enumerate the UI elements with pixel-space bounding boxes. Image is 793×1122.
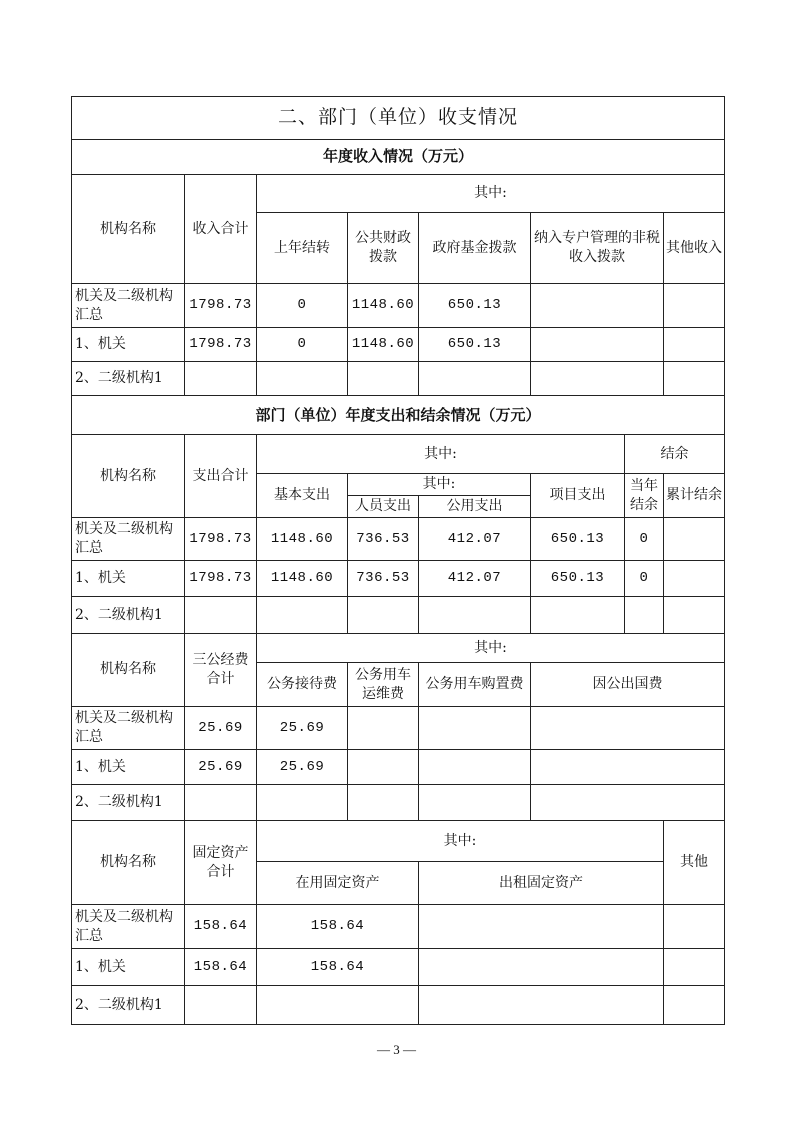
row-cell: 1148.60 <box>257 518 348 561</box>
three-public-of-which-header: 其中: <box>257 633 725 662</box>
row-cell <box>531 362 664 395</box>
table-row <box>72 560 725 596</box>
row-total: 1798.73 <box>185 284 257 328</box>
assets-col-total-header: 固定资产合计 <box>185 821 257 905</box>
assets-of-which-header: 其中: <box>257 821 664 862</box>
table-row <box>72 905 725 949</box>
expense-col-name-header: 机构名称 <box>72 435 185 518</box>
public-use-expense-header: 公用支出 <box>419 496 531 518</box>
row-cell: 650.13 <box>419 327 531 361</box>
row-total: 25.69 <box>185 750 257 784</box>
row-name: 2、二级机构1 <box>72 986 185 1025</box>
row-cell: 1148.60 <box>257 560 348 596</box>
surplus-year-header: 当年结余 <box>625 473 664 518</box>
row-cell: 158.64 <box>257 905 419 949</box>
row-cell <box>348 362 419 395</box>
income-col-header: 其他收入 <box>664 213 725 284</box>
basic-of-which-header: 其中: <box>348 473 531 495</box>
row-cell <box>419 362 531 395</box>
assets-col-name-header: 机构名称 <box>72 821 185 905</box>
row-cell <box>664 560 725 596</box>
row-cell <box>664 905 725 949</box>
row-cell <box>348 597 419 633</box>
row-cell <box>419 948 664 985</box>
row-cell: 736.53 <box>348 518 419 561</box>
row-cell: 25.69 <box>257 750 348 784</box>
basic-expense-header: 基本支出 <box>257 473 348 518</box>
table-row <box>72 784 725 820</box>
row-name: 1、机关 <box>72 948 185 985</box>
row-cell: 650.13 <box>531 518 625 561</box>
assets-other-header: 其他 <box>664 821 725 905</box>
row-name: 1、机关 <box>72 750 185 784</box>
row-total: 158.64 <box>185 905 257 949</box>
row-cell <box>664 518 725 561</box>
row-total <box>185 784 257 820</box>
income-col-header: 纳入专户管理的非税收入拨款 <box>531 213 664 284</box>
three-public-col-header: 公务接待费 <box>257 663 348 707</box>
three-public-col-header: 公务用车运维费 <box>348 663 419 707</box>
row-name: 2、二级机构1 <box>72 597 185 633</box>
row-cell <box>531 784 725 820</box>
row-cell <box>419 784 531 820</box>
table-row <box>72 284 725 328</box>
table-row <box>72 362 725 395</box>
row-cell <box>664 284 725 328</box>
row-cell <box>257 362 348 395</box>
row-cell <box>348 750 419 784</box>
row-cell <box>419 597 531 633</box>
row-name: 机关及二级机构汇总 <box>72 518 185 561</box>
row-cell <box>531 284 664 328</box>
row-name: 1、机关 <box>72 560 185 596</box>
row-total: 1798.73 <box>185 518 257 561</box>
row-cell: 1148.60 <box>348 327 419 361</box>
page-number: — 3 — <box>377 1042 416 1057</box>
row-name: 机关及二级机构汇总 <box>72 284 185 328</box>
row-cell <box>419 706 531 750</box>
row-cell: 412.07 <box>419 518 531 561</box>
table-row <box>72 597 725 633</box>
three-public-col-header: 因公出国费 <box>531 663 725 707</box>
row-name: 2、二级机构1 <box>72 784 185 820</box>
row-cell <box>348 706 419 750</box>
row-name: 2、二级机构1 <box>72 362 185 395</box>
department-budget-table <box>71 96 725 1025</box>
row-cell <box>664 327 725 361</box>
income-of-which-header: 其中: <box>257 175 725 213</box>
row-total: 158.64 <box>185 948 257 985</box>
table-row <box>72 706 725 750</box>
row-total: 1798.73 <box>185 327 257 361</box>
row-cell <box>664 597 725 633</box>
row-cell <box>664 948 725 985</box>
row-cell <box>257 597 348 633</box>
expense-section-heading: 部门（单位）年度支出和结余情况（万元） <box>72 395 725 435</box>
row-name: 机关及二级机构汇总 <box>72 706 185 750</box>
three-public-col-name-header: 机构名称 <box>72 633 185 706</box>
row-cell <box>348 784 419 820</box>
row-cell <box>664 362 725 395</box>
table-row <box>72 750 725 784</box>
row-cell <box>625 597 664 633</box>
table-row <box>72 948 725 985</box>
page-title: 二、部门（单位）收支情况 <box>72 97 725 140</box>
row-cell: 1148.60 <box>348 284 419 328</box>
row-cell <box>531 706 725 750</box>
income-col-name-header: 机构名称 <box>72 175 185 284</box>
row-name: 机关及二级机构汇总 <box>72 905 185 949</box>
surplus-header: 结余 <box>625 435 725 473</box>
row-cell <box>419 750 531 784</box>
row-cell <box>531 327 664 361</box>
row-cell: 650.13 <box>419 284 531 328</box>
row-total <box>185 597 257 633</box>
row-cell: 0 <box>625 560 664 596</box>
row-cell <box>257 784 348 820</box>
row-cell <box>531 750 725 784</box>
row-cell <box>531 597 625 633</box>
assets-col-header: 出租固定资产 <box>419 861 664 905</box>
income-expenditure-sheet <box>71 96 724 1025</box>
row-cell <box>419 905 664 949</box>
row-cell <box>257 986 419 1025</box>
three-public-col-total-header: 三公经费合计 <box>185 633 257 706</box>
row-cell: 25.69 <box>257 706 348 750</box>
income-col-header: 上年结转 <box>257 213 348 284</box>
row-total: 1798.73 <box>185 560 257 596</box>
row-cell: 736.53 <box>348 560 419 596</box>
row-total: 25.69 <box>185 706 257 750</box>
row-total <box>185 362 257 395</box>
income-col-header: 政府基金拨款 <box>419 213 531 284</box>
row-cell: 158.64 <box>257 948 419 985</box>
table-row <box>72 327 725 361</box>
surplus-cumulative-header: 累计结余 <box>664 473 725 518</box>
income-col-total-header: 收入合计 <box>185 175 257 284</box>
expense-col-total-header: 支出合计 <box>185 435 257 518</box>
income-col-header: 公共财政拨款 <box>348 213 419 284</box>
row-cell: 0 <box>625 518 664 561</box>
row-cell: 412.07 <box>419 560 531 596</box>
personnel-expense-header: 人员支出 <box>348 496 419 518</box>
project-expense-header: 项目支出 <box>531 473 625 518</box>
row-cell <box>664 986 725 1025</box>
row-cell: 0 <box>257 327 348 361</box>
row-name: 1、机关 <box>72 327 185 361</box>
table-row <box>72 518 725 561</box>
row-cell <box>419 986 664 1025</box>
row-cell: 0 <box>257 284 348 328</box>
assets-col-header: 在用固定资产 <box>257 861 419 905</box>
expense-of-which-header: 其中: <box>257 435 625 473</box>
three-public-col-header: 公务用车购置费 <box>419 663 531 707</box>
income-section-heading: 年度收入情况（万元） <box>72 139 725 174</box>
row-total <box>185 986 257 1025</box>
row-cell: 650.13 <box>531 560 625 596</box>
table-row <box>72 986 725 1025</box>
